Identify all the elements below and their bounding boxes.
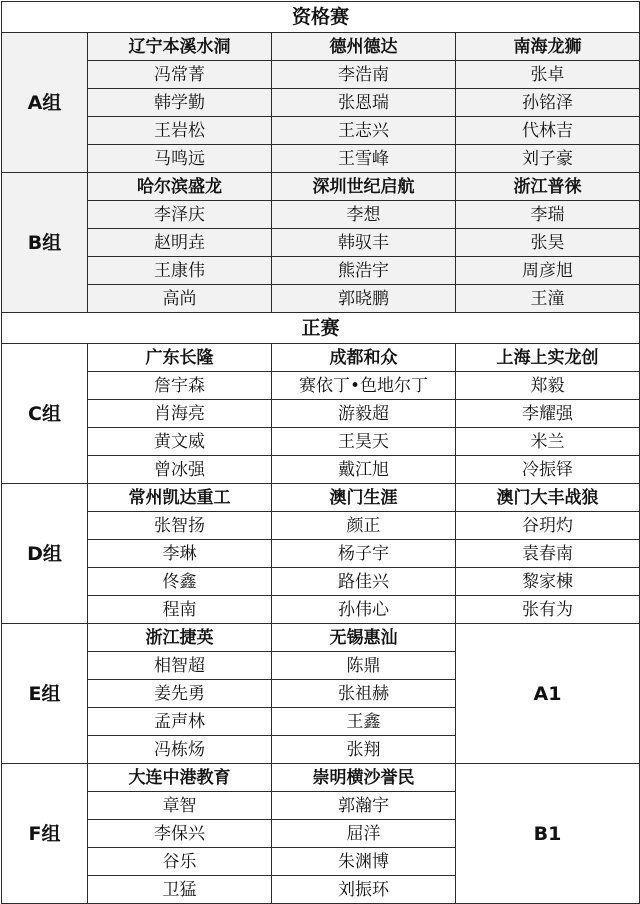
team-name: 广东长隆: [88, 344, 272, 372]
player-cell: 颜正: [272, 512, 456, 540]
player-cell: 马鸣远: [88, 145, 272, 173]
player-cell: 章智: [88, 792, 272, 820]
player-cell: 游毅超: [272, 400, 456, 428]
team-name: 浙江普徕: [456, 173, 640, 201]
team-name: 澳门大丰战狼: [456, 484, 640, 512]
section-title: 正赛: [2, 313, 640, 344]
player-cell: 孙铭泽: [456, 89, 640, 117]
player-cell: 孟声林: [88, 708, 272, 736]
player-cell: 李想: [272, 201, 456, 229]
player-cell: 王岩松: [88, 117, 272, 145]
qualifier-slot: A1: [456, 624, 640, 764]
team-name: 无锡惠汕: [272, 624, 456, 652]
player-cell: 黄文威: [88, 428, 272, 456]
team-name: 崇明横沙誉民: [272, 764, 456, 792]
player-cell: 郭晓鹏: [272, 285, 456, 313]
player-cell: 曾冰强: [88, 456, 272, 484]
team-name: 大连中港教育: [88, 764, 272, 792]
player-cell: 谷乐: [88, 848, 272, 876]
player-cell: 张卓: [456, 61, 640, 89]
player-cell: 郑毅: [456, 372, 640, 400]
player-cell: 高尚: [88, 285, 272, 313]
player-cell: 杨子宇: [272, 540, 456, 568]
player-cell: 屈洋: [272, 820, 456, 848]
player-cell: 冯常菁: [88, 61, 272, 89]
player-cell: 谷玥灼: [456, 512, 640, 540]
player-cell: 李琳: [88, 540, 272, 568]
player-cell: 代林吉: [456, 117, 640, 145]
player-cell: 张翔: [272, 736, 456, 764]
player-cell: 王康伟: [88, 257, 272, 285]
player-cell: 王雪峰: [272, 145, 456, 173]
group-label: F组: [2, 764, 88, 904]
team-name: 深圳世纪启航: [272, 173, 456, 201]
team-name: 成都和众: [272, 344, 456, 372]
player-cell: 李浩南: [272, 61, 456, 89]
player-cell: 卫猛: [88, 876, 272, 904]
team-name: 德州德达: [272, 33, 456, 61]
player-cell: 刘子豪: [456, 145, 640, 173]
player-cell: 周彦旭: [456, 257, 640, 285]
player-cell: 王志兴: [272, 117, 456, 145]
player-cell: 陈鼎: [272, 652, 456, 680]
qualifier-slot: B1: [456, 764, 640, 904]
player-cell: 刘振环: [272, 876, 456, 904]
group-label: E组: [2, 624, 88, 764]
team-name: 南海龙狮: [456, 33, 640, 61]
player-cell: 王鑫: [272, 708, 456, 736]
player-cell: 熊浩宇: [272, 257, 456, 285]
group-label: B组: [2, 173, 88, 313]
player-cell: 张祖赫: [272, 680, 456, 708]
player-cell: 朱渊博: [272, 848, 456, 876]
player-cell: 冷振铎: [456, 456, 640, 484]
player-cell: 王昊天: [272, 428, 456, 456]
player-cell: 李泽庆: [88, 201, 272, 229]
player-cell: 路佳兴: [272, 568, 456, 596]
main-section: [2, 313, 640, 904]
player-cell: 佟鑫: [88, 568, 272, 596]
team-name: 上海上实龙创: [456, 344, 640, 372]
player-cell: 孙伟心: [272, 596, 456, 624]
team-name: 常州凯达重工: [88, 484, 272, 512]
player-cell: 张昊: [456, 229, 640, 257]
player-cell: 戴江旭: [272, 456, 456, 484]
player-cell: 李耀强: [456, 400, 640, 428]
player-cell: 相智超: [88, 652, 272, 680]
team-name: 浙江捷英: [88, 624, 272, 652]
player-cell: 程南: [88, 596, 272, 624]
player-cell: 姜先勇: [88, 680, 272, 708]
player-cell: 冯栋炀: [88, 736, 272, 764]
player-cell: 张智扬: [88, 512, 272, 540]
group-label: C组: [2, 344, 88, 484]
team-name: 辽宁本溪水洞: [88, 33, 272, 61]
qualification-section: [2, 2, 640, 313]
player-cell: 黎家棟: [456, 568, 640, 596]
player-cell: 袁春南: [456, 540, 640, 568]
section-title: 资格赛: [2, 2, 640, 33]
player-cell: 韩驭丰: [272, 229, 456, 257]
player-cell: 肖海亮: [88, 400, 272, 428]
player-cell: 张有为: [456, 596, 640, 624]
player-cell: 李瑞: [456, 201, 640, 229]
player-cell: 郭瀚宇: [272, 792, 456, 820]
player-cell: 张恩瑞: [272, 89, 456, 117]
player-cell: 王潼: [456, 285, 640, 313]
player-cell: 詹宇森: [88, 372, 272, 400]
team-name: 澳门生涯: [272, 484, 456, 512]
player-cell: 李保兴: [88, 820, 272, 848]
group-label: D组: [2, 484, 88, 624]
team-name: 哈尔滨盛龙: [88, 173, 272, 201]
groups-table: [1, 1, 640, 904]
group-label: A组: [2, 33, 88, 173]
player-cell: 韩学勤: [88, 89, 272, 117]
player-cell: 米兰: [456, 428, 640, 456]
player-cell: 赵明垚: [88, 229, 272, 257]
player-cell: 赛依丁•色地尔丁: [272, 372, 456, 400]
